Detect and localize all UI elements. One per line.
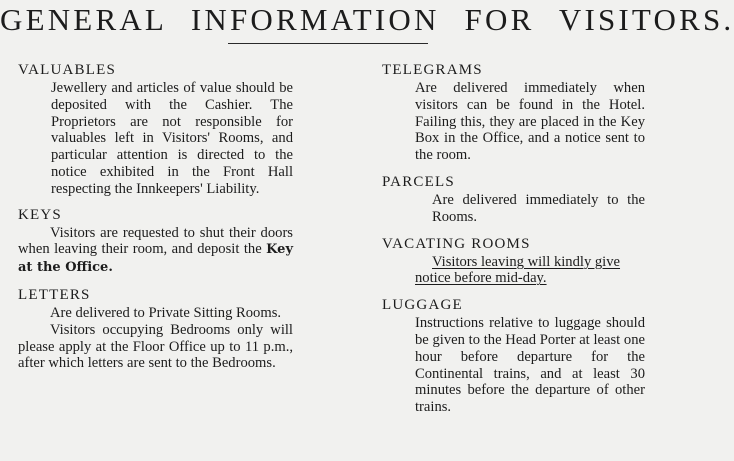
section-letters xyxy=(18,286,293,372)
vacating-line-1: Visitors leaving will kindly give xyxy=(432,253,621,270)
keys-body-emphasis: Key at the Office. xyxy=(18,242,293,276)
section-heading-letters: LETTERS xyxy=(18,286,91,303)
section-heading-telegrams: TELEGRAMS xyxy=(382,62,483,78)
section-heading-parcels: PARCELS xyxy=(382,173,455,190)
section-heading-keys: KEYS xyxy=(18,206,62,223)
section-heading-valuables: VALUABLES xyxy=(18,62,117,78)
section-telegrams xyxy=(382,61,645,164)
section-body-luggage: Instructions relative to luggage should be given to the Head Porter at least one hour before departure for the Continental trains, and at least 30 minutes before the departure of other trains. xyxy=(415,315,645,416)
title-divider xyxy=(228,43,428,44)
right-column xyxy=(382,61,645,416)
keys-body-text: Visitors are requested to shut their doors when leaving their room, and deposit the xyxy=(18,224,293,258)
section-heading-vacating-rooms: VACATING ROOMS xyxy=(382,235,531,252)
section-vacating-rooms xyxy=(382,235,645,288)
vacating-line-2: notice before mid-day. xyxy=(415,270,547,287)
section-parcels xyxy=(382,173,645,226)
section-heading-luggage: LUGGAGE xyxy=(382,297,463,314)
left-column xyxy=(18,61,293,382)
page-title: GENERAL INFORMATION FOR VISITORS. xyxy=(0,2,734,37)
section-luggage xyxy=(382,296,645,416)
letters-paragraph-2: Visitors occupying Bedrooms only will please apply at the Floor Office up to 11 p.m., after which letters are sent to the Bedrooms. xyxy=(18,321,293,372)
section-keys xyxy=(18,206,293,277)
section-valuables xyxy=(18,61,293,198)
section-body-keys xyxy=(18,225,293,277)
section-body-valuables: Jewellery and articles of value should be deposited with the Cashier. The Proprietors are not responsible for valuables left in Visitors' Rooms, and particular attention is directed to the notice exhibited in the Front Hall respecting the Innkeepers' Liability. xyxy=(51,80,293,197)
letters-paragraph-1: Are delivered to Private Sitting Rooms. xyxy=(50,304,282,321)
section-body-vacating-rooms xyxy=(382,254,645,288)
section-body-telegrams: Are delivered immediately when visitors can be found in the Hotel. Failing this, they are placed in the Key Box in the Office, and a notice sent to the room. xyxy=(415,80,645,164)
section-body-parcels: Are delivered immediately to the Rooms. xyxy=(432,191,645,225)
